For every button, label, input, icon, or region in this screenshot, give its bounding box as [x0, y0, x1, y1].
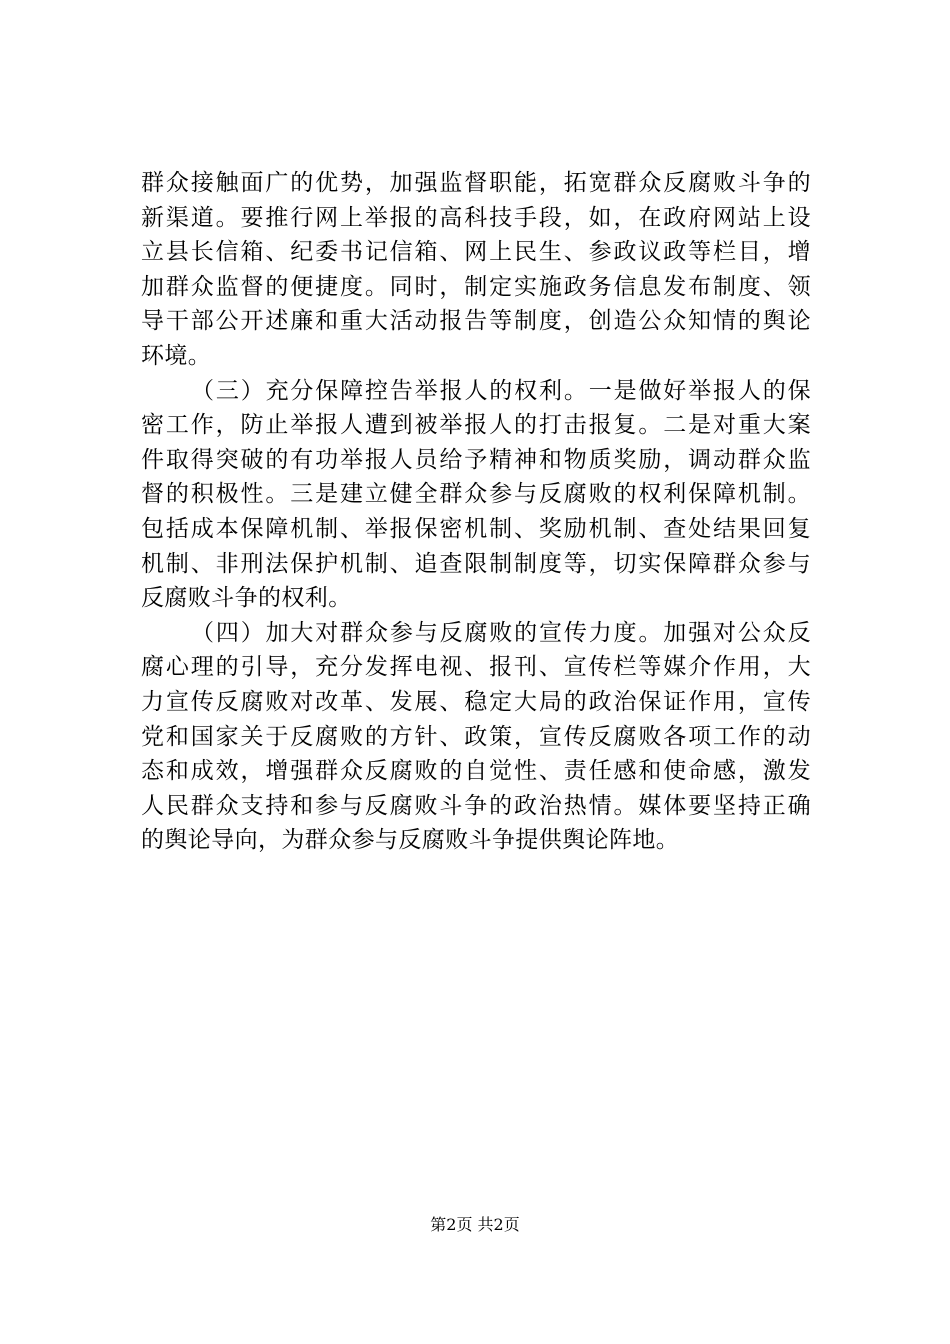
- text-line: 导干部公开述廉和重大活动报告等制度，创造公众知情的舆论: [141, 308, 811, 335]
- text-line: 腐心理的引导，充分发挥电视、报刊、宣传栏等媒介作用，大: [141, 654, 811, 681]
- text-line: 的舆论导向，为群众参与反腐败斗争提供舆论阵地。: [141, 827, 680, 854]
- text-line: 群众接触面广的优势，加强监督职能，拓宽群众反腐败斗争的: [141, 170, 811, 196]
- body-text: [141, 166, 811, 858]
- text-line: 环境。: [141, 342, 212, 369]
- text-line: 件取得突破的有功举报人员给予精神和物质奖励，调动群众监: [141, 446, 811, 473]
- section-three-heading-line: （三）充分保障控告举报人的权利。一是做好举报人的保: [191, 377, 811, 404]
- page-number-footer: 第2页 共2页: [430, 1215, 520, 1234]
- text-line: 密工作，防止举报人遭到被举报人的打击报复。二是对重大案: [141, 412, 811, 439]
- text-line: 加群众监督的便捷度。同时，制定实施政务信息发布制度、领: [141, 273, 811, 300]
- text-line: 党和国家关于反腐败的方针、政策，宣传反腐败各项工作的动: [141, 723, 811, 750]
- text-line: 督的积极性。三是建立健全群众参与反腐败的权利保障机制。: [141, 481, 811, 508]
- text-line: 新渠道。要推行网上举报的高科技手段，如，在政府网站上设: [141, 204, 811, 231]
- text-line: 机制、非刑法保护机制、追查限制制度等，切实保障群众参与: [141, 550, 811, 577]
- text-line: 包括成本保障机制、举报保密机制、奖励机制、查处结果回复: [141, 515, 811, 542]
- text-line: 反腐败斗争的权利。: [141, 585, 352, 612]
- text-line: 态和成效，增强群众反腐败的自觉性、责任感和使命感，激发: [141, 758, 811, 785]
- section-four-heading-line: （四）加大对群众参与反腐败的宣传力度。加强对公众反: [191, 619, 811, 646]
- text-line: 立县长信箱、纪委书记信箱、网上民生、参政议政等栏目，增: [141, 239, 811, 266]
- text-line: 力宣传反腐败对改革、发展、稳定大局的政治保证作用，宣传: [141, 688, 811, 715]
- text-line: 人民群众支持和参与反腐败斗争的政治热情。媒体要坚持正确: [141, 792, 811, 819]
